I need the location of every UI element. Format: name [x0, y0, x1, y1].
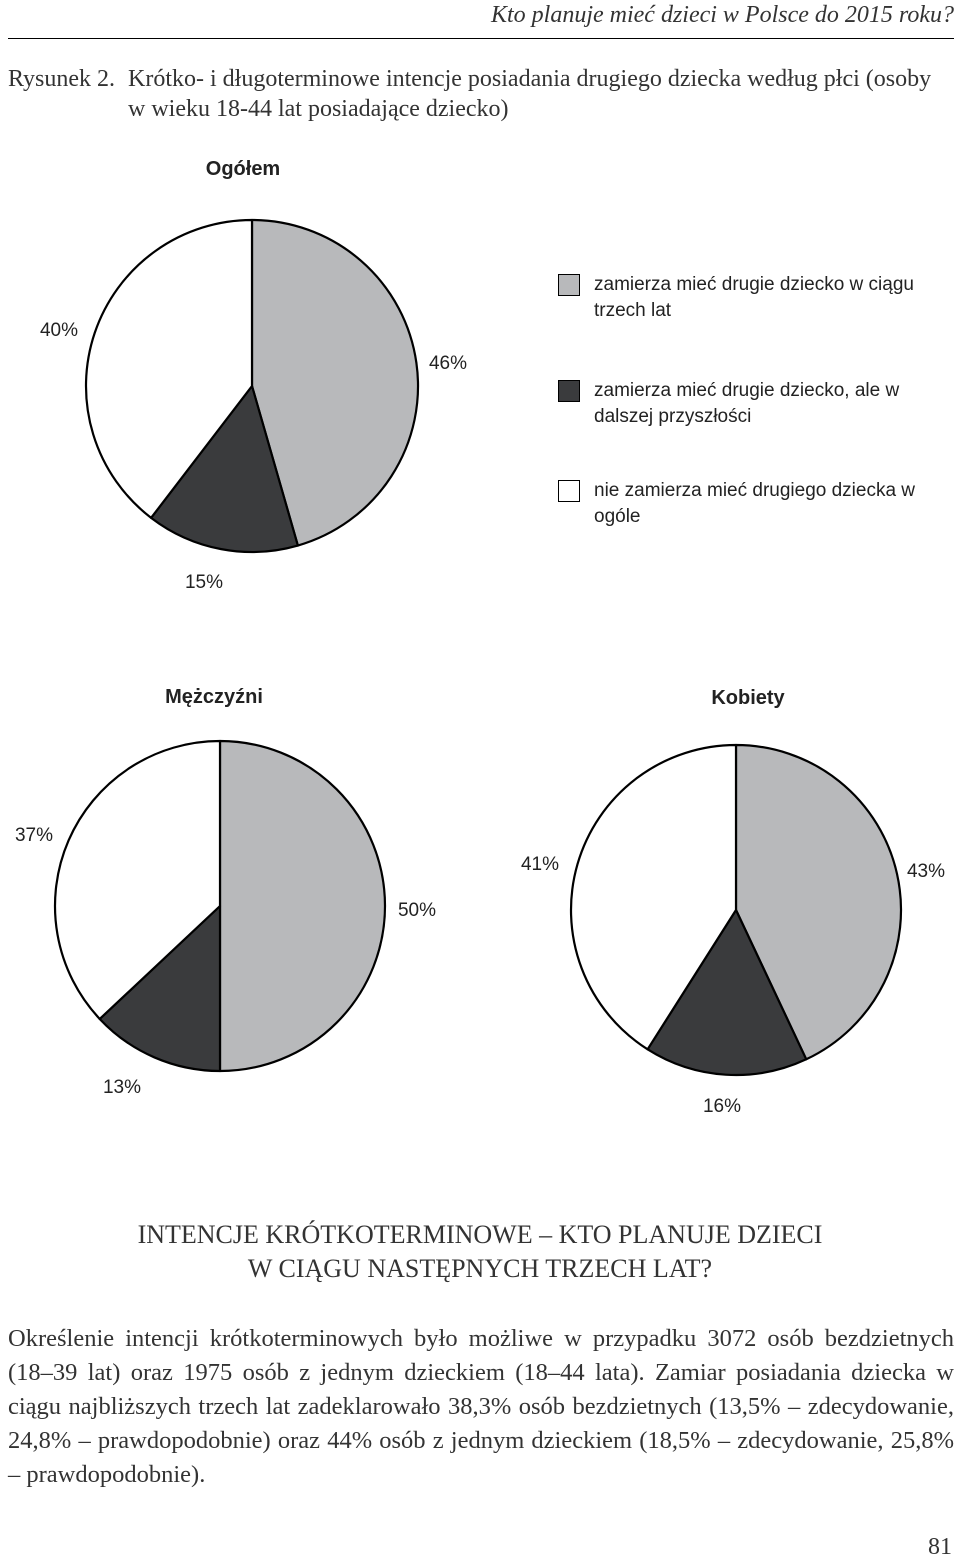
figure-caption-text: Krótko- i długoterminowe intencje posiadania drugiego dziecka według płci (osoby w wieku 18-44 lat posiadające dziecko) [128, 66, 932, 122]
section-heading [0, 1218, 960, 1286]
pie-title-mezczyzni: Mężczyźni [165, 686, 263, 708]
pie-label-mezczyzni-never: 37% [14, 825, 54, 846]
legend-item-never [558, 480, 958, 540]
legend-swatch-three-years [558, 274, 580, 296]
legend-label-later: zamierza mieć drugie dziecko, ale w dalszej przyszłości [594, 380, 900, 427]
pie-label-kobiety-later: 16% [702, 1096, 742, 1117]
pie-label-ogolem-three-years: 46% [428, 353, 468, 374]
legend-label-never: nie zamierza mieć drugiego dziecka w ogóle [594, 480, 916, 527]
pie-label-kobiety-never: 41% [520, 854, 560, 875]
pie-label-kobiety-three-years: 43% [906, 861, 946, 882]
section-heading-line-1: INTENCJE KRÓTKOTERMINOWE – KTO PLANUJE DZIECI [137, 1220, 823, 1249]
legend-swatch-never [558, 480, 580, 502]
legend-item-three-years [558, 274, 958, 334]
figure-caption-label: Rysunek 2. [8, 66, 116, 92]
pie-label-mezczyzni-three-years: 50% [397, 900, 437, 921]
legend-item-later [558, 380, 958, 440]
pie-label-mezczyzni-later: 13% [102, 1077, 142, 1098]
pie-title-ogolem: Ogółem [205, 158, 281, 180]
page-number: 81 [928, 1534, 952, 1560]
body-paragraph: Określenie intencji krótkoterminowych było możliwe w przypadku 3072 osób bezdzietnych (18–39 lat) oraz 1975 osób z jednym dzieckiem (18–44 lata). Zamiar posiadania dziecka w ciągu najbliższych trzech lat zadeklarowało 38,3% osób bezdzietnych (13,5% – zdecydowanie, 24,8% – prawdopodobnie) oraz 44% osób z jednym dzieckiem (18,5% – zdecydowanie, 25,8% – prawdopodobnie). [8, 1325, 954, 1488]
legend-label-three-years: zamierza mieć drugie dziecko w ciągu trzech lat [594, 274, 914, 321]
pie-label-ogolem-never: 40% [39, 320, 79, 341]
pie-title-kobiety: Kobiety [711, 687, 785, 709]
legend-swatch-later [558, 380, 580, 402]
pie-label-ogolem-later: 15% [184, 572, 224, 593]
running-header: Kto planuje mieć dzieci w Polsce do 2015 roku? [490, 2, 954, 28]
section-heading-line-2: W CIĄGU NASTĘPNYCH TRZECH LAT? [247, 1254, 713, 1283]
pie-slice-mezczyzni-three-years [220, 741, 385, 1071]
